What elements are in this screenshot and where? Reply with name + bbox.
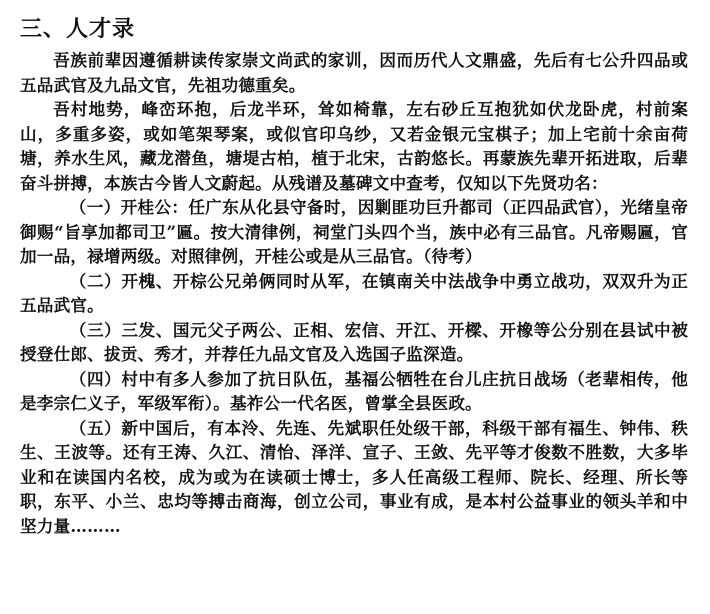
list-item: （五）新中国后，有本泠、先连、先斌职任处级干部，科级干部有福生、钟伟、秩生、王波等。还有王涛、久江、清怡、泽洋、宣子、王敛、先平等才俊数不胜数，大多毕业和在读国内名校，成为或为在读硕士博士，多人任高级工程师、院长、经理、所长等职，东平、小兰、忠均等搏击商海，创立公司，事业有成，是本村公益事业的领头羊和中坚力量……… bbox=[20, 417, 688, 536]
list-item: （四）村中有多人参加了抗日队伍，基福公牺牲在台儿庄抗日战场（老辈相传，他是李宗仁义子，军级军衔）。基祚公一代名医，曾掌全县医政。 bbox=[20, 368, 688, 413]
village-paragraph: 吾村地势，峰峦环抱，后龙半环，耸如椅靠，左右砂丘互抱犹如伏龙卧虎，村前案山，多重多姿，或如笔架琴案，或似官印乌纱，又若金银元宝棋子；加上宅前十余亩荷塘，养水生风，藏龙潜鱼，塘堤古柏，植于北宋，古韵悠长。再蒙族先辈开拓进取，后辈奋斗拼搏，本族古今皆人文蔚起。从残谱及墓碑文中查考，仅知以下先贤功名： bbox=[20, 99, 688, 193]
list-item: （二）开槐、开棕公兄弟俩同时从军，在镇南关中法战争中勇立战功，双双升为正五品武官。 bbox=[20, 270, 688, 315]
intro-paragraph: 吾族前辈因遵循耕读传家崇文尚武的家训，因而历代人文鼎盛，先后有七公升四品或五品武官及九品文官，先祖功德重矣。 bbox=[20, 50, 688, 95]
list-item: （三）三发、国元父子两公、正相、宏信、开江、开樑、开橡等公分别在县试中被授登仕郎、拔贡、秀才，并荐任九品文官及入选国子监深造。 bbox=[20, 319, 688, 364]
list-item: （一）开桂公：任广东从化县守备时，因剿匪功巨升都司（正四品武官），光绪皇帝御赐“旨享加都司卫”匾。按大清律例，祠堂门头四个当，族中必有三品官。凡帝赐匾，官加一品，禄增两级。对照律例，开桂公或是从三品官。（待考） bbox=[20, 197, 688, 266]
section-heading: 三、人才录 bbox=[20, 17, 136, 42]
